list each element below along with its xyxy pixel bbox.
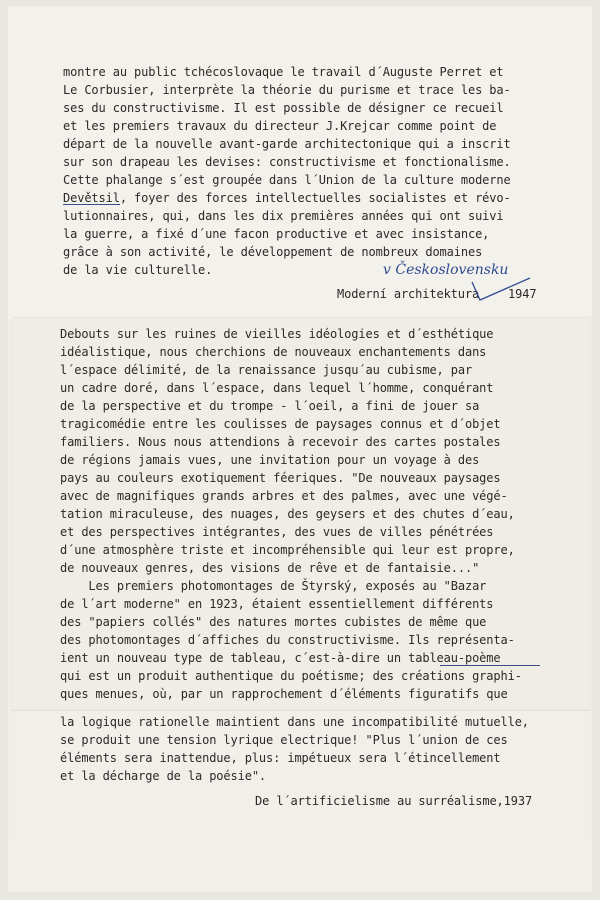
- text-line: et la décharge de la poésie".: [60, 769, 267, 783]
- text-line: grâce à son activité, le développement de nombreux domaines: [63, 245, 483, 259]
- source-year: 1947: [508, 287, 537, 301]
- text-line: Le Corbusier, interprète la théorie du purisme et trace les ba-: [63, 83, 511, 97]
- text-line: qui est un produit authentique du poétisme; des créations graphi-: [60, 669, 522, 683]
- text-line: pays au couleurs exotiquement féeriques. "De nouveaux paysages: [60, 471, 501, 485]
- text-line: de nouveaux genres, des visions de rêve et de fantaisie...": [60, 561, 480, 575]
- text-line: des "papiers collés" des natures mortes cubistes de même que: [60, 615, 487, 629]
- handwritten-insertion: v Československu: [383, 262, 509, 278]
- text-line: la logique rationelle maintient dans une incompatibilité mutuelle,: [60, 715, 529, 729]
- text-line: Devětsil, foyer des forces intellectuelles socialistes et révo-: [63, 191, 511, 205]
- text-line: avec de magnifiques grands arbres et des palmes, avec une végé-: [60, 489, 508, 503]
- text-line: l´espace délimité, de la renaissance jusqu´au cubisme, par: [60, 363, 473, 377]
- text-line: éléments sera inattendue, plus: impétueux sera l´étincellement: [60, 751, 501, 765]
- text-line: la guerre, a fixé d´une facon productive et avec insistance,: [63, 227, 490, 241]
- text-line: tragicomédie entre les coulisses de paysages connus et d´objet: [60, 417, 501, 431]
- text-line: et des perspectives intégrantes, des vues de villes pénétrées: [60, 525, 494, 539]
- text-line: départ de la nouvelle avant-garde architectonique qui a inscrit: [63, 137, 511, 151]
- text-line: montre au public tchécoslovaque le travail d´Auguste Perret et: [63, 65, 504, 79]
- text-line: et les premiers travaux du directeur J.Krejcar comme point de: [63, 119, 497, 133]
- text-line: un cadre doré, dans l´espace, dans lequel l´homme, conquérant: [60, 381, 494, 395]
- pen-underline: [63, 204, 120, 205]
- text-line: se produit une tension lyrique electrique! "Plus l´union de ces: [60, 733, 508, 747]
- text-line: de régions jamais vues, une invitation pour un voyage à des: [60, 453, 480, 467]
- text-line: Debouts sur les ruines de vieilles idéologies et d´esthétique: [60, 327, 494, 341]
- source-citation: De l´artificielisme au surréalisme,1937: [255, 794, 533, 808]
- text-line: d´une atmosphère triste et incompréhensible qui leur est propre,: [60, 543, 515, 557]
- text-line: lutionnaires, qui, dans les dix premières années qui ont suivi: [63, 209, 504, 223]
- text-line: ient un nouveau type de tableau, c´est-à-dire un tableau-poème: [60, 651, 501, 665]
- pen-underline: [440, 665, 540, 666]
- text-line: familiers. Nous nous attendions à recevoir des cartes postales: [60, 435, 501, 449]
- text-line: sur son drapeau les devises: constructivisme et fonctionalisme.: [63, 155, 511, 169]
- text-line: des photomontages d´affiches du constructivisme. Ils représenta-: [60, 633, 515, 647]
- text-line: Les premiers photomontages de Štyrský, exposés au "Bazar: [60, 579, 487, 593]
- text-line: de la perspective et du trompe - l´oeil, a fini de jouer sa: [60, 399, 480, 413]
- text-line: tation miraculeuse, des nuages, des geysers et des chutes d´eau,: [60, 507, 515, 521]
- text-line: Cette phalange s´est groupée dans l´Union de la culture moderne: [63, 173, 511, 187]
- text-line: de l´art moderne" en 1923, étaient essentiellement différents: [60, 597, 494, 611]
- text-line: idéalistique, nous cherchions de nouveaux enchantements dans: [60, 345, 487, 359]
- text-line: ses du constructivisme. Il est possible de désigner ce recueil: [63, 101, 504, 115]
- text-line: de la vie culturelle.: [63, 263, 213, 277]
- source-citation: Moderní architektura: [337, 287, 480, 301]
- text-line: ques menues, où, par un rapprochement d´éléments figuratifs que: [60, 687, 508, 701]
